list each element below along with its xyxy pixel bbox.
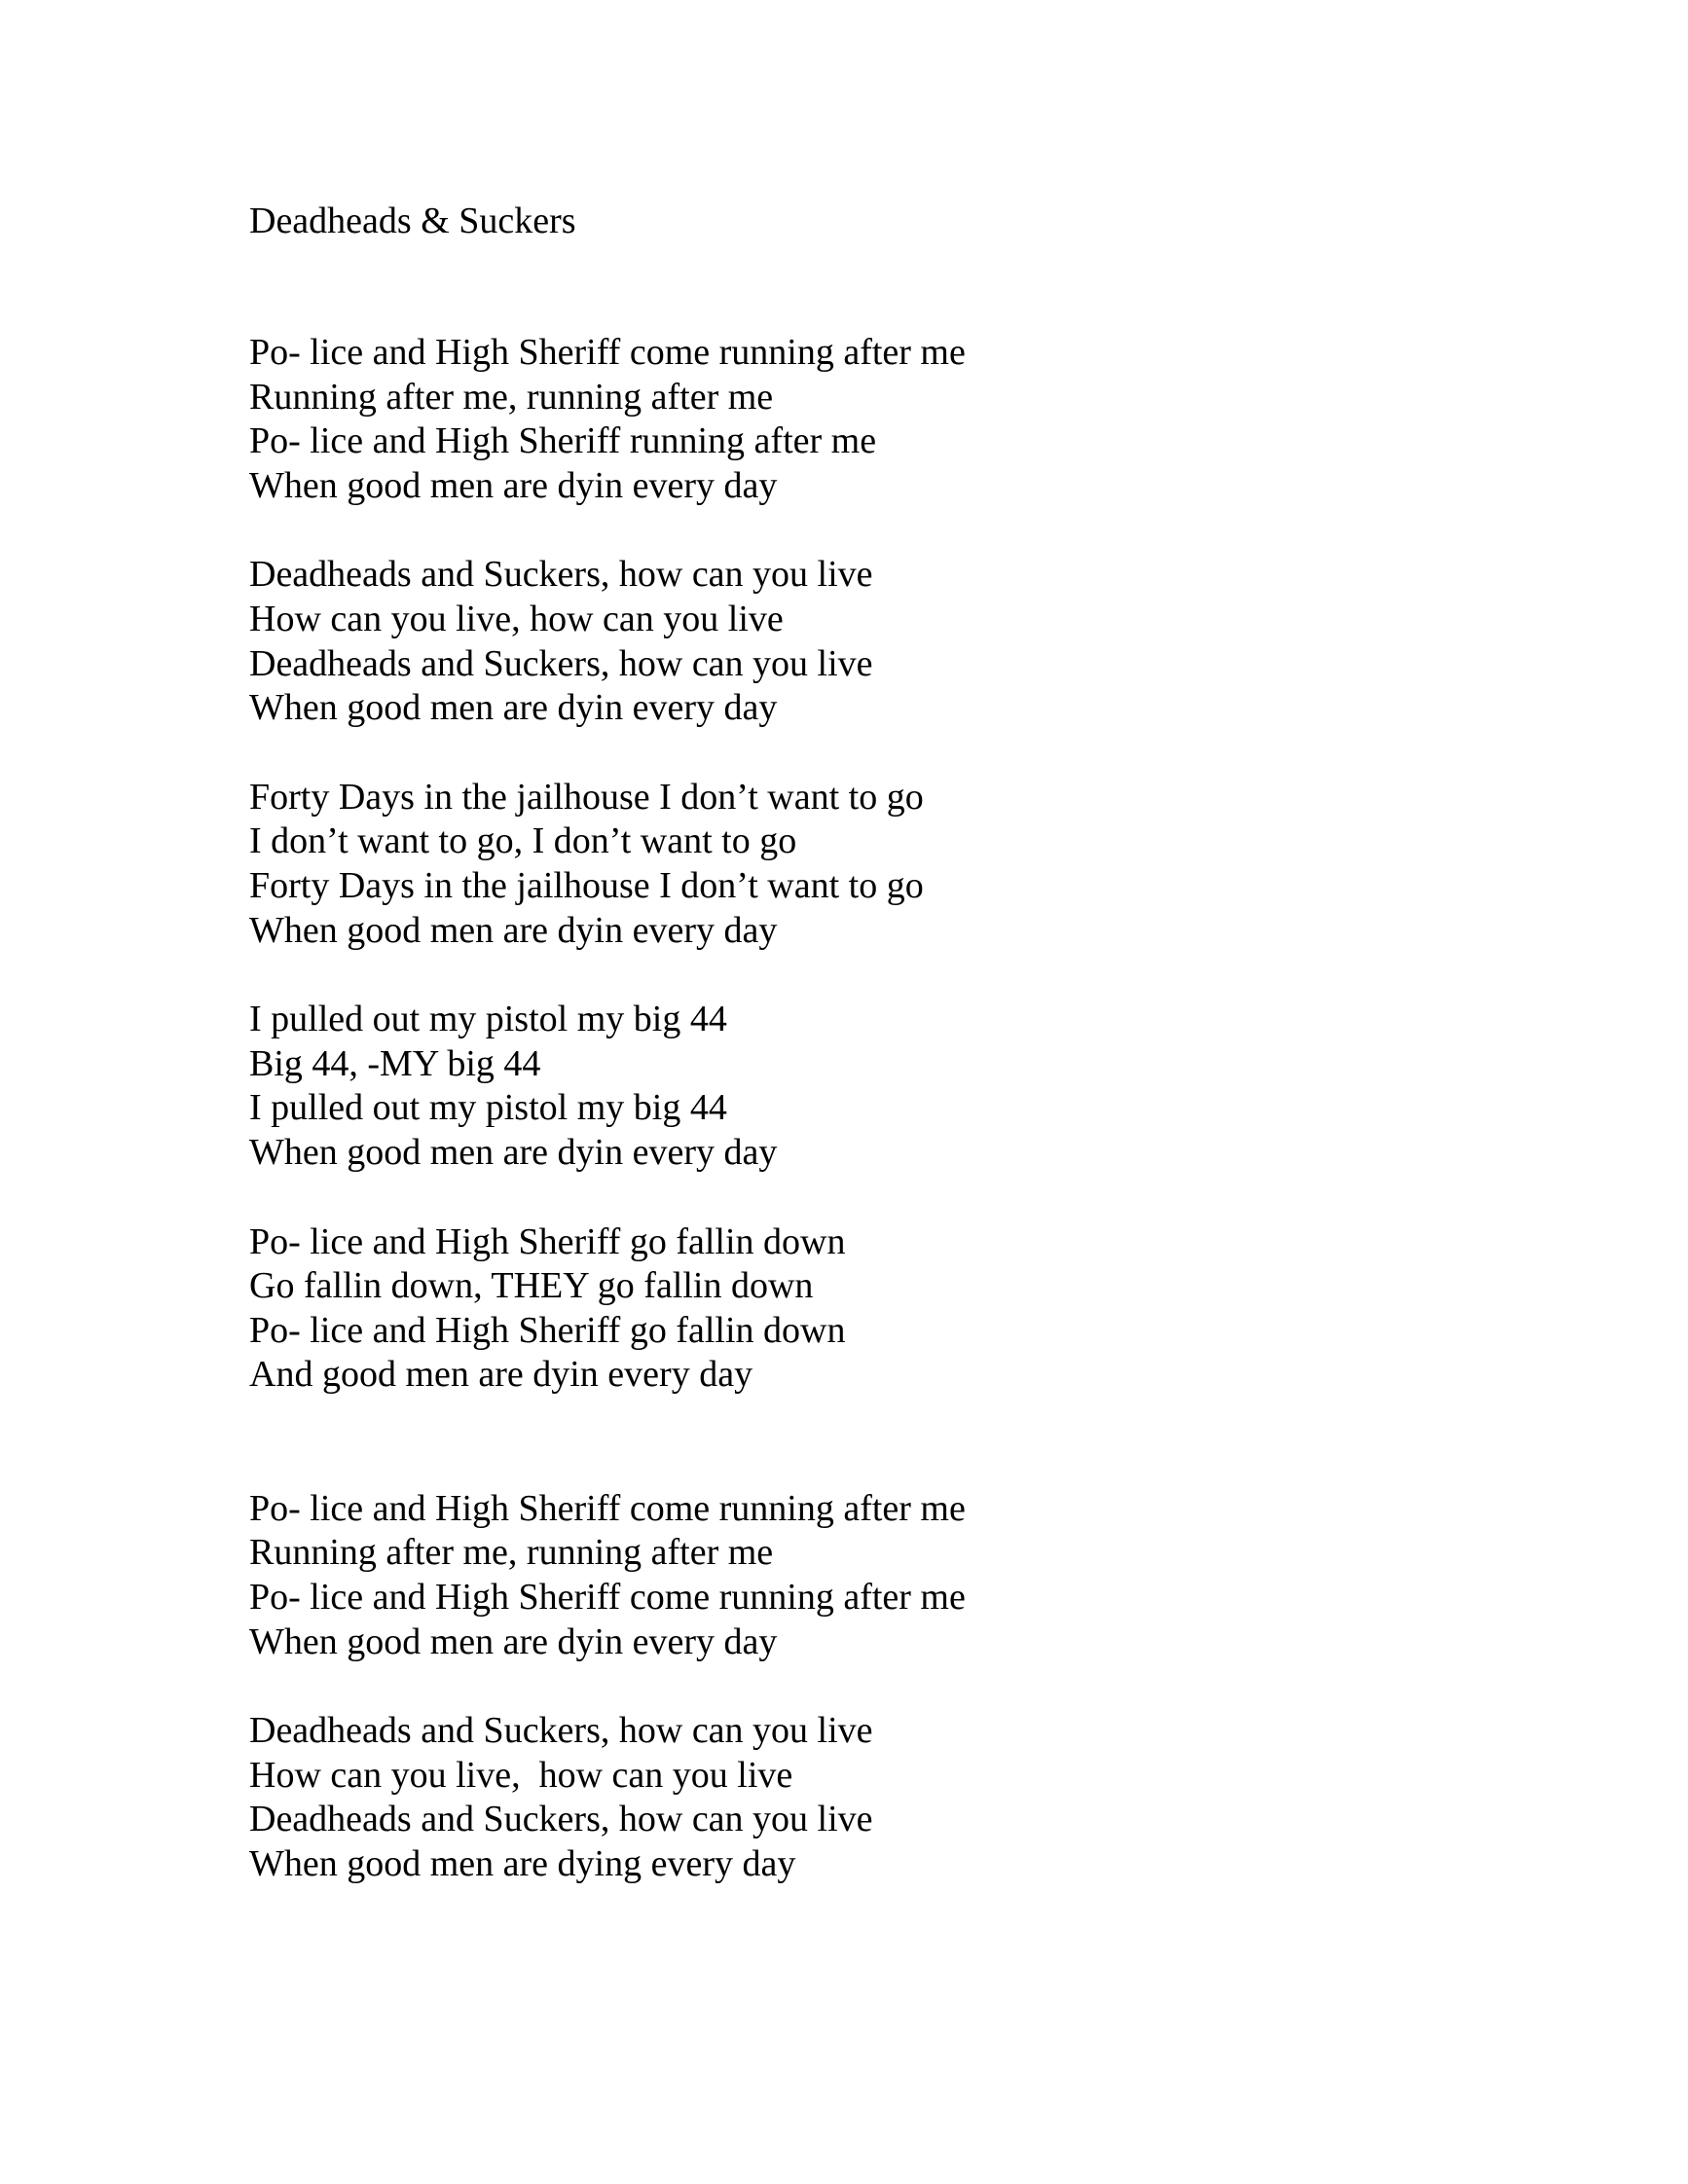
lyric-line: Go fallin down, THEY go fallin down	[249, 1265, 814, 1307]
lyric-line: When good men are dyin every day	[249, 687, 778, 729]
lyric-line: Forty Days in the jailhouse I don’t want to go	[249, 776, 924, 818]
lyric-line: When good men are dying every day	[249, 1843, 796, 1885]
verse-7	[249, 1709, 966, 1886]
verse-4	[249, 998, 966, 1175]
verse-1	[249, 331, 966, 508]
lyric-line: Po- lice and High Sheriff come running after me	[249, 1487, 966, 1529]
lyric-line: Deadheads and Suckers, how can you live	[249, 1799, 873, 1840]
lyric-line: Forty Days in the jailhouse I don’t want to go	[249, 864, 924, 906]
lyric-line: Po- lice and High Sheriff come running after me	[249, 1577, 966, 1619]
lyric-line: When good men are dyin every day	[249, 909, 778, 951]
verse-5	[249, 1220, 966, 1398]
lyric-line: When good men are dyin every day	[249, 1131, 778, 1173]
lyric-line: I pulled out my pistol my big 44	[249, 999, 727, 1040]
lyric-line: Po- lice and High Sheriff running after me	[249, 420, 877, 462]
verse-2	[249, 553, 966, 730]
lyric-line: Deadheads and Suckers, how can you live	[249, 1710, 873, 1752]
lyric-line: How can you live, how can you live	[249, 598, 784, 639]
lyric-line: Po- lice and High Sheriff go fallin down	[249, 1220, 846, 1262]
lyrics-body	[249, 331, 966, 1932]
lyric-line: I don’t want to go, I don’t want to go	[249, 820, 797, 862]
lyric-line: Po- lice and High Sheriff come running after me	[249, 332, 966, 373]
lyric-line: I pulled out my pistol my big 44	[249, 1087, 727, 1129]
verse-3	[249, 776, 966, 953]
lyric-line: Deadheads and Suckers, how can you live	[249, 554, 873, 596]
lyric-line: Running after me, running after me	[249, 1532, 774, 1574]
lyric-line: How can you live, how can you live	[249, 1754, 793, 1796]
lyric-line: And good men are dyin every day	[249, 1354, 753, 1396]
lyric-line: Deadheads and Suckers, how can you live	[249, 642, 873, 684]
lyric-line: Big 44, -MY big 44	[249, 1042, 541, 1084]
lyric-line: Running after me, running after me	[249, 376, 774, 418]
verse-6	[249, 1487, 966, 1664]
song-title: Deadheads & Suckers	[249, 200, 576, 241]
lyric-line: Po- lice and High Sheriff go fallin down	[249, 1309, 846, 1351]
lyric-line: When good men are dyin every day	[249, 464, 778, 506]
lyric-line: When good men are dyin every day	[249, 1620, 778, 1662]
